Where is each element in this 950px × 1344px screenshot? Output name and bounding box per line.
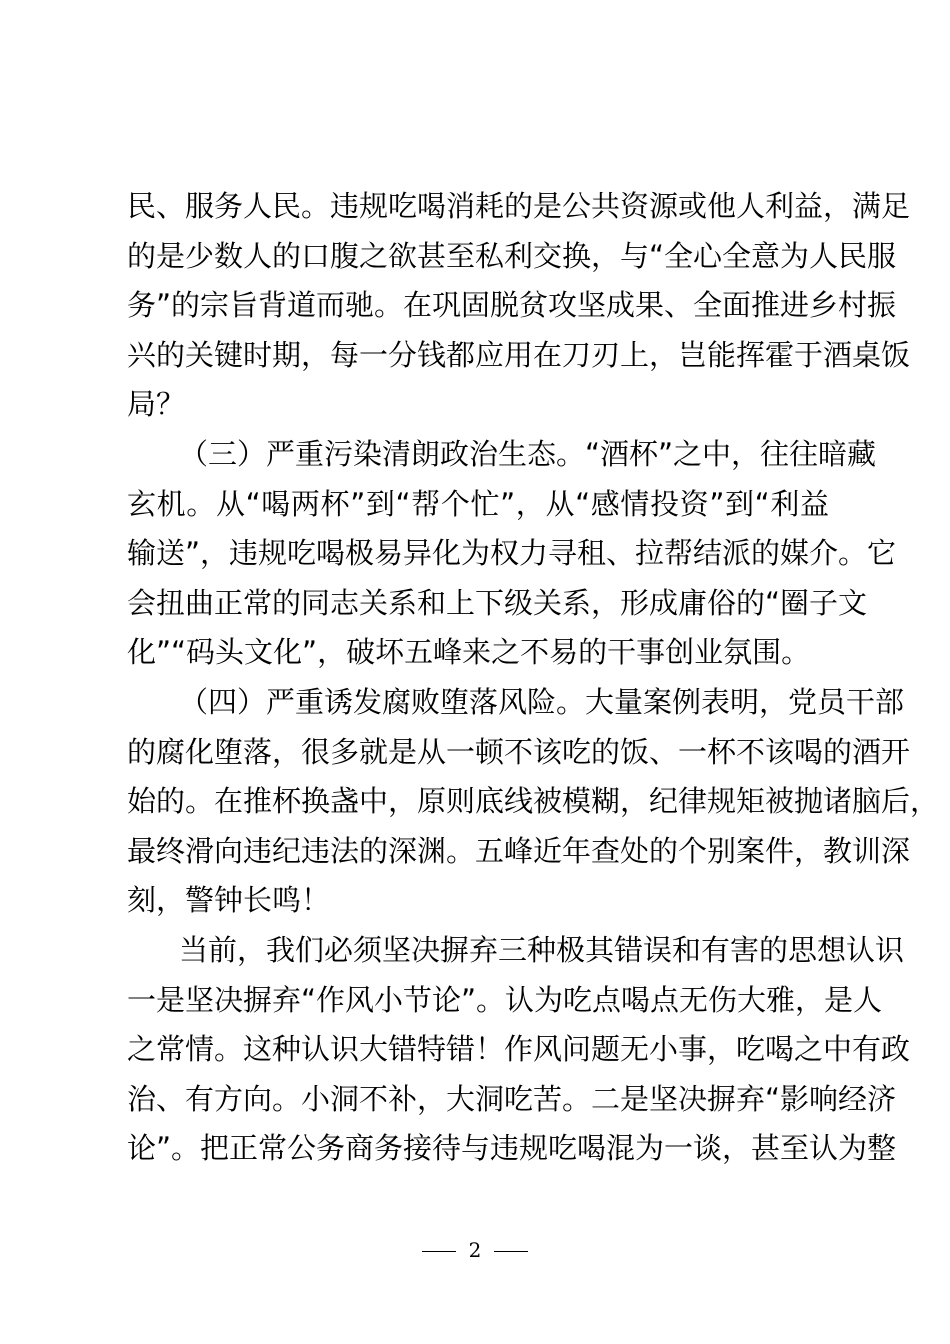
text-line: 的腐化堕落，很多就是从一顿不该吃的饭、一杯不该喝的酒开 — [127, 734, 911, 769]
text-line: 论”。把正常公务商务接待与违规吃喝混为一谈，甚至认为整 — [127, 1131, 897, 1166]
footer-dash-left — [422, 1251, 456, 1252]
text-line: 治、有方向。小洞不补，大洞吃苦。二是坚决摒弃“影响经济 — [127, 1081, 897, 1116]
text-line: 化”“码头文化”，破坏五峰来之不易的干事创业氛围。 — [127, 635, 811, 670]
text-line: 的是少数人的口腹之欲甚至私利交换，与“全心全意为人民服 — [127, 238, 897, 273]
text-line: 局？ — [127, 387, 186, 422]
text-line: 会扭曲正常的同志关系和上下级关系，形成庸俗的“圈子文 — [127, 585, 868, 620]
text-line: 兴的关键时期，每一分钱都应用在刀刃上，岂能挥霍于酒桌饭 — [127, 337, 911, 372]
text-line: 一是坚决摒弃“作风小节论”。认为吃点喝点无伤大雅，是人 — [127, 982, 883, 1017]
paragraph-start-line: 当前，我们必须坚决摒弃三种极其错误和有害的思想认识 — [179, 932, 905, 967]
page-footer — [0, 1238, 950, 1262]
text-line: 刻，警钟长鸣！ — [127, 883, 331, 918]
text-line: 最终滑向违纪违法的深渊。五峰近年查处的个别案件，教训深 — [127, 833, 911, 868]
text-line: 之常情。这种认识大错特错！作风问题无小事，吃喝之中有政 — [127, 1032, 911, 1067]
text-line: 输送”，违规吃喝极易异化为权力寻租、拉帮结派的媒介。它 — [127, 536, 897, 571]
text-line: 玄机。从“喝两杯”到“帮个忙”，从“感情投资”到“利益 — [127, 486, 829, 521]
section-heading-line: （四）严重诱发腐败堕落风险。大量案例表明，党员干部 — [179, 684, 905, 719]
text-line: 民、服务人民。违规吃喝消耗的是公共资源或他人利益，满足 — [127, 189, 911, 223]
footer-dash-right — [494, 1251, 528, 1252]
text-line: 务”的宗旨背道而驰。在巩固脱贫攻坚成果、全面推进乡村振 — [127, 288, 897, 323]
body-text — [127, 182, 940, 1174]
page-number: 2 — [468, 1238, 482, 1262]
section-heading-line: （三）严重污染清朗政治生态。“酒杯”之中，往往暗藏 — [179, 436, 877, 471]
text-line: 始的。在推杯换盏中，原则底线被模糊，纪律规矩被抛诸脑后， — [127, 784, 940, 819]
